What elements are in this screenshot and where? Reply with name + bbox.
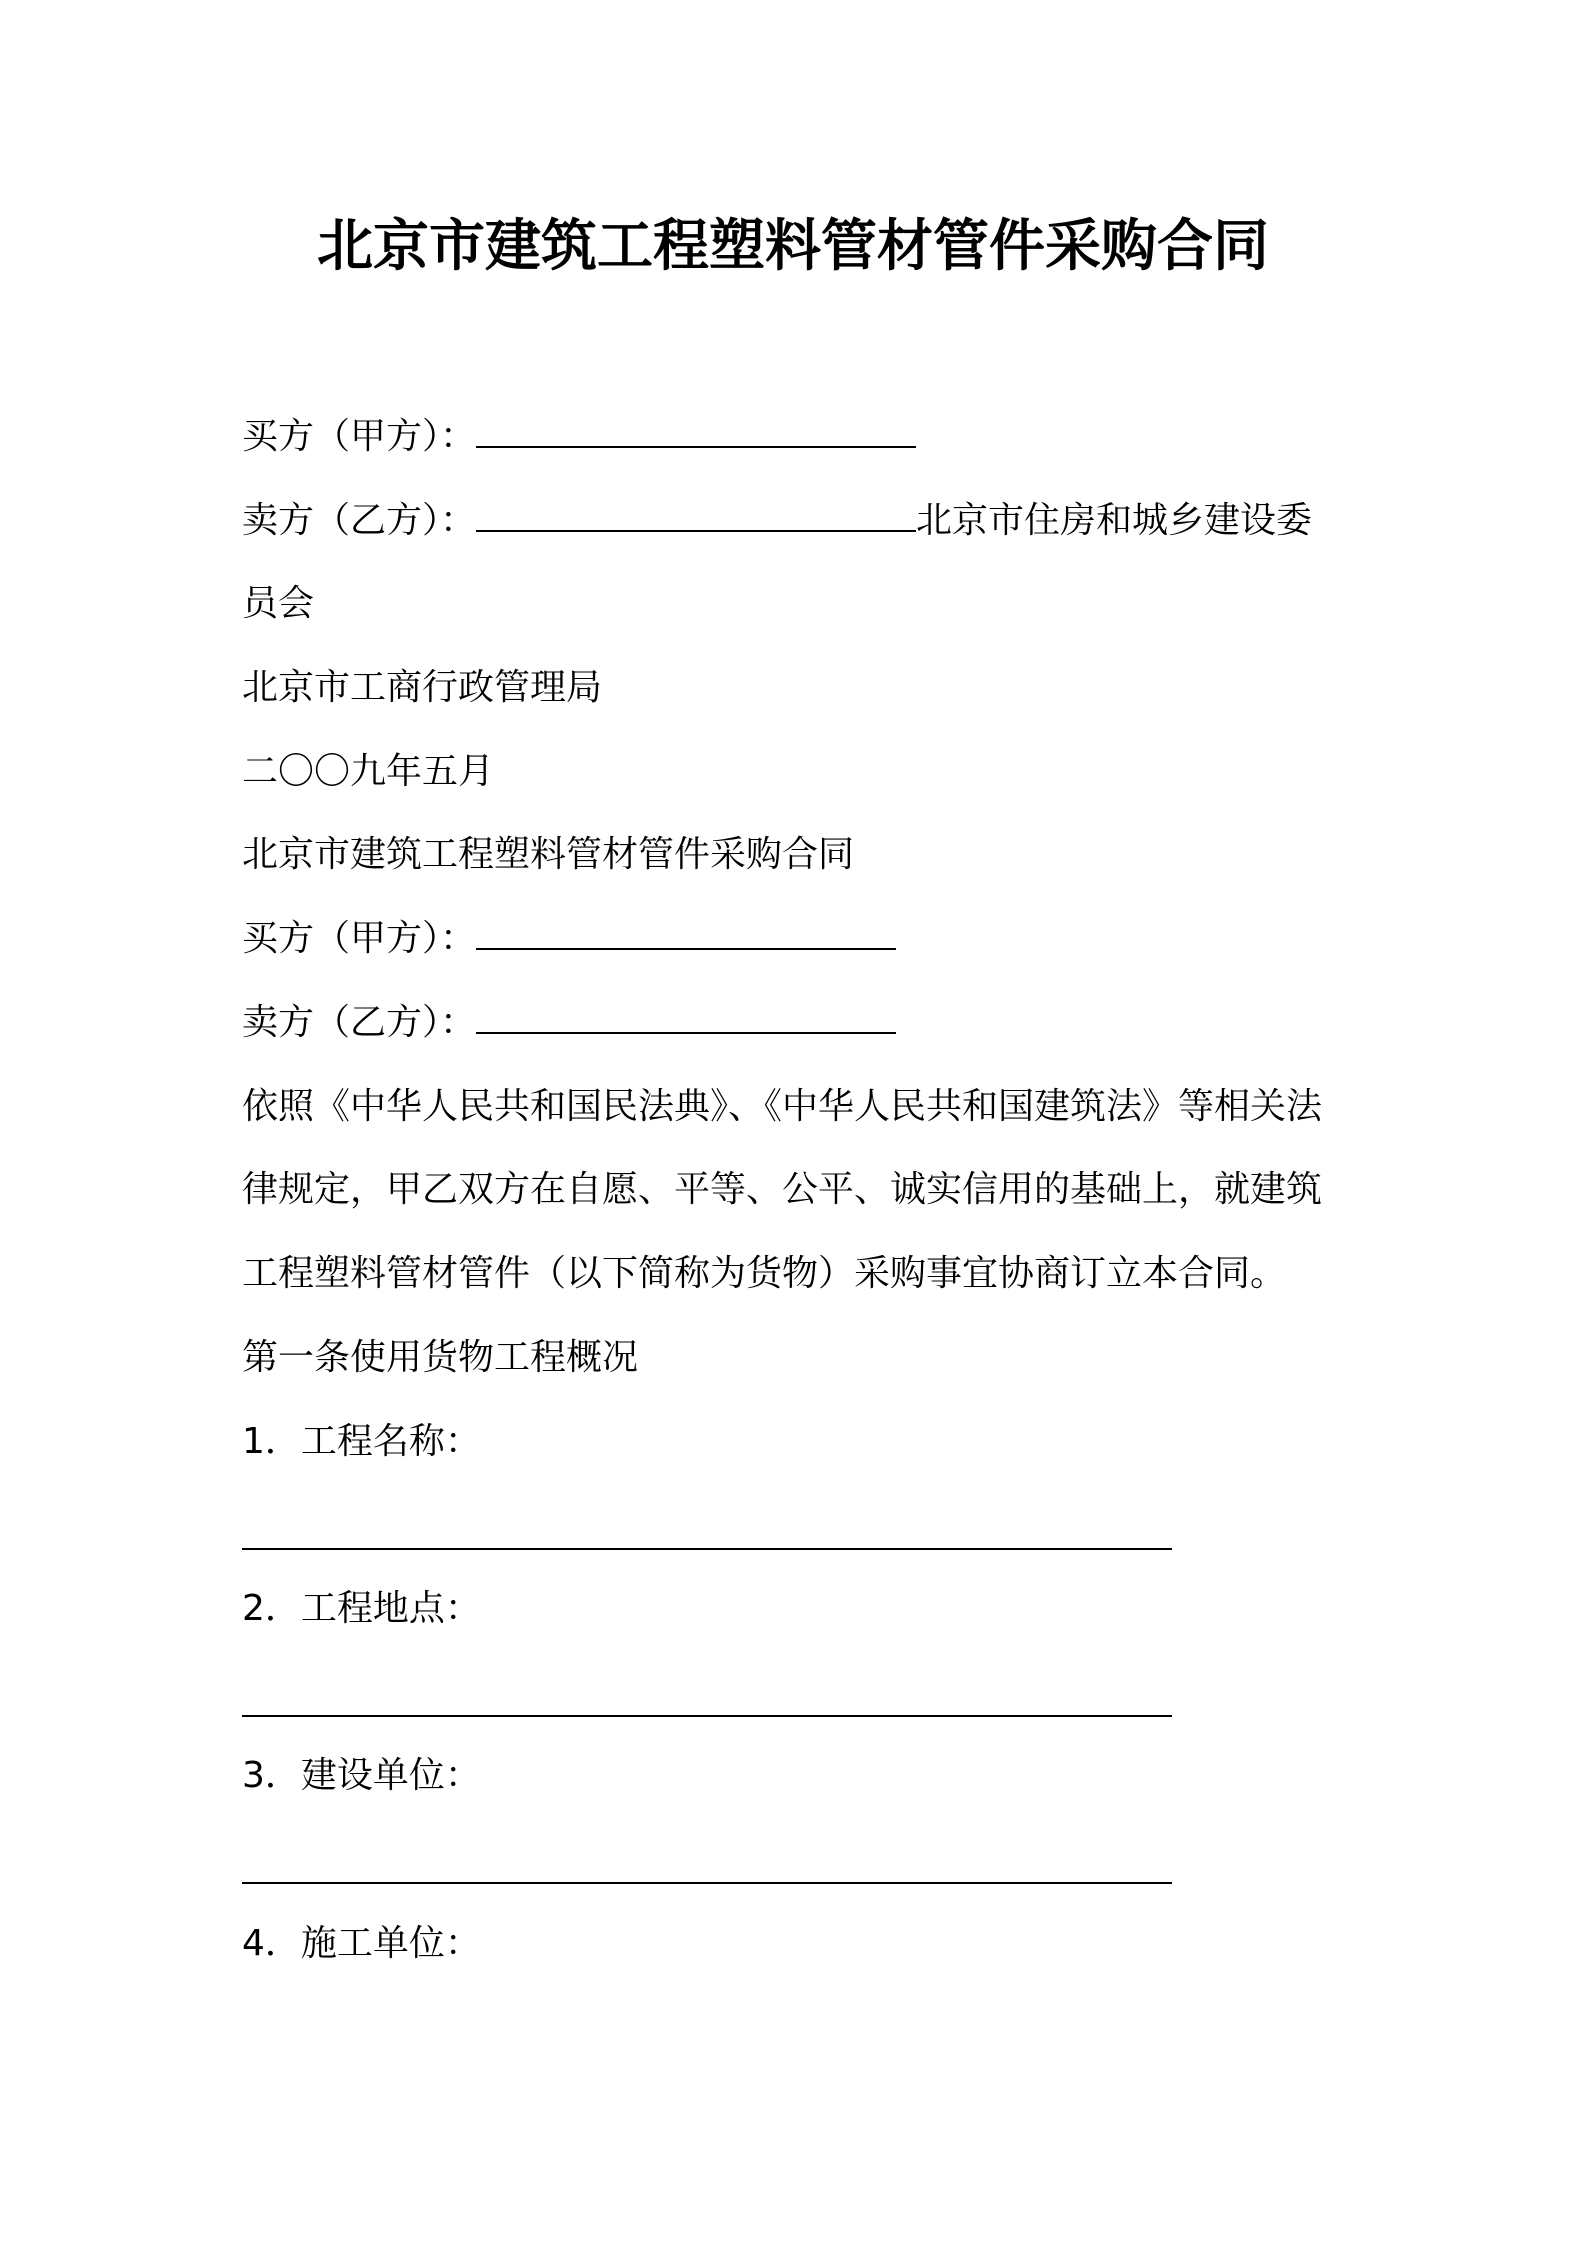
cover-seller-label: 卖方（乙方）： bbox=[242, 500, 477, 541]
cover-buyer-line bbox=[242, 413, 916, 461]
cover-date: 二〇〇九年五月 bbox=[242, 751, 495, 792]
item1-blank[interactable] bbox=[242, 1548, 1172, 1550]
cover-seller-line bbox=[242, 497, 1312, 545]
item2-blank[interactable] bbox=[242, 1715, 1172, 1717]
intro-paragraph-line2: 律规定，甲乙双方在自愿、平等、公平、诚实信用的基础上，就建筑 bbox=[242, 1169, 1323, 1210]
intro-paragraph-line1: 依照《中华人民共和国民法典》、《中华人民共和国建筑法》等相关法 bbox=[242, 1086, 1323, 1127]
body-seller-line bbox=[242, 999, 896, 1047]
cover-buyer-label: 买方（甲方）： bbox=[242, 416, 477, 457]
body-seller-blank[interactable] bbox=[476, 1002, 896, 1034]
cover-seller-suffix: 北京市住房和城乡建设委 bbox=[916, 500, 1313, 541]
article1-heading: 第一条使用货物工程概况 bbox=[242, 1337, 639, 1378]
item2-project-location: 2．工程地点： bbox=[242, 1588, 481, 1629]
item3-blank[interactable] bbox=[242, 1882, 1172, 1884]
intro-paragraph-line3: 工程塑料管材管件（以下简称为货物）采购事宜协商订立本合同。 bbox=[242, 1253, 1287, 1294]
body-subtitle: 北京市建筑工程塑料管材管件采购合同 bbox=[242, 834, 855, 875]
item4-builder-unit: 4．施工单位： bbox=[242, 1923, 481, 1964]
body-buyer-label: 买方（甲方）： bbox=[242, 918, 477, 959]
item3-construction-unit: 3．建设单位： bbox=[242, 1755, 481, 1796]
item1-project-name: 1．工程名称： bbox=[242, 1421, 481, 1462]
cover-buyer-blank[interactable] bbox=[476, 416, 916, 448]
cover-seller-blank[interactable] bbox=[476, 500, 916, 532]
body-buyer-blank[interactable] bbox=[476, 918, 896, 950]
body-seller-label: 卖方（乙方）： bbox=[242, 1002, 477, 1043]
cover-issuer-line3: 北京市工商行政管理局 bbox=[242, 667, 603, 708]
body-buyer-line bbox=[242, 915, 896, 963]
cover-issuer-line2: 员会 bbox=[242, 583, 315, 624]
document-title: 北京市建筑工程塑料管材管件采购合同 bbox=[317, 214, 1269, 279]
